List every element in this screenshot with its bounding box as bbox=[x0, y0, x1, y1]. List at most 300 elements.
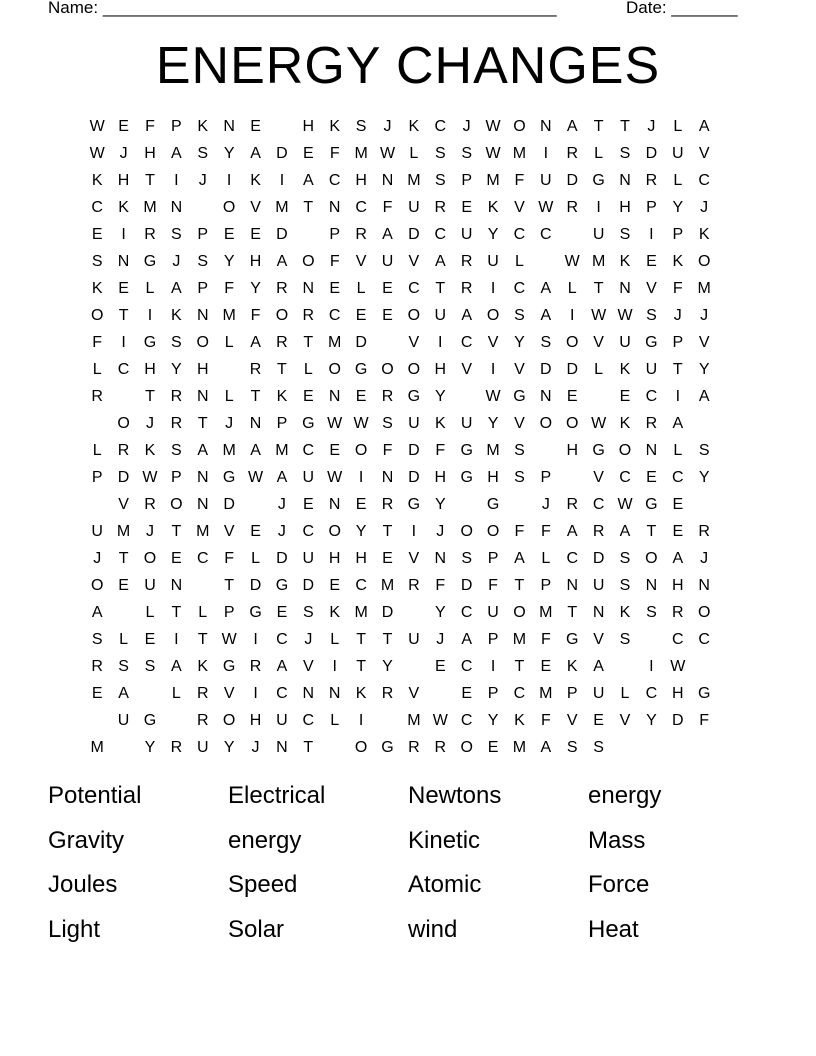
grid-letter: E bbox=[355, 388, 367, 405]
grid-letter: I bbox=[649, 658, 654, 675]
grid-letter: N bbox=[328, 199, 341, 216]
grid-letter: A bbox=[171, 145, 182, 162]
grid-letter: U bbox=[487, 253, 499, 270]
grid-letter: K bbox=[514, 712, 525, 729]
grid-letter: P bbox=[171, 469, 182, 486]
grid-letter: E bbox=[223, 226, 235, 243]
grid-letter: A bbox=[276, 469, 288, 486]
grid-letter: E bbox=[329, 442, 341, 459]
grid-letter: L bbox=[92, 442, 102, 459]
grid-letter: C bbox=[460, 604, 473, 621]
grid-letter: F bbox=[514, 523, 525, 540]
grid-letter: W bbox=[142, 469, 158, 486]
grid-letter: D bbox=[249, 577, 262, 594]
word-list-item: Potential bbox=[48, 782, 142, 809]
grid-letter bbox=[110, 383, 136, 410]
grid-letter: A bbox=[461, 307, 472, 324]
grid-letter: R bbox=[144, 496, 156, 513]
grid-letter bbox=[84, 707, 110, 734]
grid-letter: V bbox=[408, 550, 420, 567]
grid-letter: D bbox=[408, 442, 420, 459]
grid-letter: E bbox=[646, 469, 657, 486]
grid-letter bbox=[295, 221, 321, 248]
grid-letter: I bbox=[147, 307, 153, 324]
word-list bbox=[48, 776, 768, 954]
grid-letter: I bbox=[358, 712, 364, 729]
grid-letter: H bbox=[355, 550, 367, 567]
grid-letter: U bbox=[645, 361, 658, 378]
grid-letter: O bbox=[90, 577, 104, 594]
grid-letter: W bbox=[485, 118, 501, 135]
grid-letter: N bbox=[645, 442, 658, 459]
grid-letter: S bbox=[197, 145, 209, 162]
grid-letter: H bbox=[487, 469, 499, 486]
grid-letter: N bbox=[328, 685, 341, 702]
grid-letter: F bbox=[699, 712, 710, 729]
grid-letter: S bbox=[593, 739, 604, 756]
grid-letter: M bbox=[143, 199, 157, 216]
grid-letter: M bbox=[354, 604, 368, 621]
grid-letter: M bbox=[222, 307, 236, 324]
grid-letter bbox=[84, 491, 110, 518]
grid-letter: O bbox=[328, 361, 341, 378]
grid-letter: V bbox=[593, 334, 604, 351]
grid-letter: O bbox=[513, 604, 526, 621]
grid-letter: A bbox=[566, 523, 578, 540]
grid-letter: J bbox=[277, 523, 286, 540]
grid-row bbox=[84, 275, 717, 302]
grid-letter: F bbox=[145, 118, 155, 135]
grid-letter: R bbox=[144, 226, 156, 243]
grid-letter: A bbox=[540, 307, 552, 324]
grid-letter: M bbox=[380, 577, 395, 594]
grid-letter: Y bbox=[382, 658, 393, 675]
grid-letter: R bbox=[91, 388, 103, 405]
grid-letter: R bbox=[170, 739, 183, 756]
grid-letter: P bbox=[329, 226, 341, 243]
grid-letter: O bbox=[645, 550, 658, 567]
word-list-item: Electrical bbox=[228, 782, 326, 809]
grid-letter: C bbox=[566, 550, 578, 567]
grid-letter: N bbox=[196, 388, 209, 405]
grid-letter: F bbox=[672, 280, 683, 297]
grid-letter: W bbox=[89, 118, 105, 135]
grid-letter: Y bbox=[646, 712, 657, 729]
grid-letter: N bbox=[540, 388, 552, 405]
grid-letter: W bbox=[379, 145, 396, 162]
grid-letter: S bbox=[434, 172, 446, 189]
grid-letter: E bbox=[118, 577, 129, 594]
grid-row bbox=[84, 518, 717, 545]
grid-letter: N bbox=[196, 469, 209, 486]
grid-letter: R bbox=[566, 145, 578, 162]
grid-letter: V bbox=[514, 199, 525, 216]
grid-letter bbox=[374, 707, 400, 734]
grid-letter: S bbox=[698, 442, 710, 459]
grid-letter: N bbox=[170, 577, 183, 594]
grid-letter: D bbox=[460, 577, 473, 594]
page-title: ENERGY CHANGES bbox=[155, 37, 661, 95]
grid-letter: R bbox=[276, 334, 288, 351]
grid-letter: J bbox=[119, 145, 128, 162]
grid-letter: A bbox=[171, 280, 182, 297]
grid-letter: K bbox=[672, 253, 684, 270]
grid-row bbox=[84, 140, 717, 167]
grid-letter: O bbox=[328, 523, 341, 540]
grid-letter: O bbox=[302, 253, 315, 270]
grid-letter: V bbox=[593, 631, 604, 648]
grid-letter: E bbox=[672, 496, 684, 513]
grid-letter bbox=[374, 329, 400, 356]
grid-letter: M bbox=[222, 442, 236, 459]
grid-letter: I bbox=[675, 388, 681, 405]
grid-letter: U bbox=[434, 307, 447, 324]
grid-letter: T bbox=[171, 523, 182, 540]
grid-letter: W bbox=[432, 712, 448, 729]
grid-letter: G bbox=[645, 496, 658, 513]
grid-letter: K bbox=[698, 226, 710, 243]
grid-letter: W bbox=[670, 658, 686, 675]
grid-letter: L bbox=[594, 145, 604, 162]
grid-letter: U bbox=[487, 604, 499, 621]
grid-letter: O bbox=[460, 739, 473, 756]
grid-letter: F bbox=[435, 442, 446, 459]
grid-letter: T bbox=[250, 388, 261, 405]
grid-letter: D bbox=[408, 469, 420, 486]
grid-letter: Y bbox=[250, 280, 261, 297]
grid-letter: O bbox=[407, 307, 421, 324]
grid-letter: R bbox=[460, 280, 473, 297]
grid-row bbox=[84, 437, 717, 464]
grid-letter: U bbox=[117, 712, 130, 729]
grid-letter: R bbox=[434, 739, 447, 756]
grid-letter: L bbox=[145, 604, 155, 621]
grid-letter: E bbox=[118, 280, 129, 297]
grid-letter: U bbox=[460, 226, 473, 243]
grid-letter: G bbox=[513, 388, 526, 405]
grid-letter: R bbox=[170, 415, 183, 432]
grid-letter: C bbox=[434, 118, 447, 135]
grid-letter: V bbox=[566, 712, 578, 729]
grid-letter: U bbox=[408, 199, 420, 216]
grid-letter: E bbox=[593, 712, 604, 729]
grid-letter: U bbox=[276, 712, 288, 729]
grid-letter: K bbox=[619, 415, 631, 432]
grid-letter: C bbox=[645, 388, 658, 405]
grid-letter: D bbox=[566, 361, 578, 378]
grid-letter: G bbox=[302, 415, 315, 432]
grid-letter: J bbox=[145, 523, 154, 540]
grid-letter: H bbox=[434, 361, 447, 378]
grid-letter: A bbox=[540, 739, 552, 756]
grid-letter: A bbox=[250, 442, 261, 459]
grid-letter bbox=[506, 491, 532, 518]
grid-letter: V bbox=[487, 334, 499, 351]
grid-letter: E bbox=[355, 496, 367, 513]
grid-letter: O bbox=[170, 496, 183, 513]
grid-letter: E bbox=[461, 199, 472, 216]
grid-letter: Y bbox=[355, 523, 367, 540]
grid-letter: L bbox=[620, 685, 630, 702]
name-blank: ________________________________________________ bbox=[102, 0, 557, 17]
grid-letter: P bbox=[566, 685, 578, 702]
grid-letter: C bbox=[645, 685, 658, 702]
grid-letter: D bbox=[223, 496, 235, 513]
grid-letter bbox=[453, 491, 479, 518]
grid-letter: K bbox=[408, 118, 420, 135]
grid-letter: U bbox=[672, 145, 684, 162]
grid-letter: R bbox=[434, 199, 447, 216]
grid-letter: L bbox=[409, 145, 419, 162]
grid-row bbox=[84, 707, 717, 734]
grid-letter: N bbox=[249, 415, 262, 432]
grid-letter: J bbox=[225, 415, 234, 432]
grid-letter: U bbox=[592, 685, 605, 702]
grid-letter: O bbox=[407, 361, 421, 378]
grid-letter: S bbox=[355, 118, 367, 135]
grid-letter: J bbox=[198, 172, 207, 189]
grid-letter: H bbox=[249, 253, 262, 270]
grid-letter: P bbox=[461, 172, 472, 189]
grid-letter: K bbox=[355, 685, 367, 702]
grid-letter: I bbox=[226, 172, 232, 189]
grid-letter: U bbox=[592, 577, 605, 594]
grid-letter: R bbox=[302, 307, 315, 324]
grid-letter bbox=[533, 248, 559, 275]
grid-letter: A bbox=[302, 172, 314, 189]
grid-letter: L bbox=[330, 631, 340, 648]
grid-letter: Y bbox=[434, 388, 446, 405]
grid-letter: E bbox=[250, 523, 261, 540]
grid-letter: V bbox=[118, 496, 129, 513]
grid-letter: N bbox=[645, 577, 658, 594]
grid-row bbox=[84, 356, 717, 383]
grid-letter: J bbox=[541, 496, 550, 513]
grid-letter: K bbox=[434, 415, 446, 432]
date-label: Date: bbox=[626, 0, 667, 17]
grid-letter: A bbox=[566, 118, 578, 135]
grid-row bbox=[84, 113, 717, 140]
grid-letter: Y bbox=[514, 334, 525, 351]
grid-letter: C bbox=[117, 361, 130, 378]
grid-letter: P bbox=[223, 604, 235, 621]
grid-letter: S bbox=[461, 550, 472, 567]
grid-letter: S bbox=[197, 253, 209, 270]
grid-letter: W bbox=[327, 415, 343, 432]
grid-letter: K bbox=[250, 172, 261, 189]
grid-letter: K bbox=[197, 658, 209, 675]
grid-letter: Y bbox=[223, 145, 235, 162]
grid-letter: R bbox=[117, 442, 130, 459]
grid-letter: E bbox=[250, 226, 261, 243]
grid-row bbox=[84, 383, 717, 410]
grid-letter: V bbox=[619, 712, 631, 729]
grid-letter: E bbox=[434, 658, 446, 675]
grid-letter: R bbox=[645, 172, 658, 189]
grid-letter: C bbox=[460, 658, 473, 675]
grid-letter: G bbox=[460, 469, 473, 486]
grid-letter: J bbox=[673, 307, 682, 324]
grid-letter: Y bbox=[698, 361, 710, 378]
grid-letter: S bbox=[566, 739, 578, 756]
grid-letter: E bbox=[118, 118, 129, 135]
grid-letter: P bbox=[540, 469, 552, 486]
grid-letter: N bbox=[276, 739, 288, 756]
grid-letter: L bbox=[145, 280, 155, 297]
grid-letter: K bbox=[276, 388, 288, 405]
grid-letter: W bbox=[327, 469, 343, 486]
grid-letter: M bbox=[591, 253, 606, 270]
grid-letter: M bbox=[275, 199, 289, 216]
grid-letter: W bbox=[591, 415, 607, 432]
grid-letter: G bbox=[486, 496, 500, 513]
grid-letter: R bbox=[170, 388, 183, 405]
grid-letter: V bbox=[514, 361, 525, 378]
grid-letter: U bbox=[91, 523, 103, 540]
grid-letter: N bbox=[566, 577, 578, 594]
grid-letter: M bbox=[512, 631, 527, 648]
grid-letter: Y bbox=[144, 739, 156, 756]
word-search-grid bbox=[84, 113, 717, 761]
grid-letter: L bbox=[224, 334, 234, 351]
grid-letter: U bbox=[592, 226, 605, 243]
grid-letter: P bbox=[171, 118, 182, 135]
grid-letter: N bbox=[381, 172, 394, 189]
grid-letter: S bbox=[144, 658, 156, 675]
grid-letter: D bbox=[566, 172, 578, 189]
grid-letter: I bbox=[253, 685, 258, 702]
grid-letter: D bbox=[672, 712, 684, 729]
grid-letter: J bbox=[277, 496, 286, 513]
grid-letter: C bbox=[619, 469, 631, 486]
grid-letter: V bbox=[223, 523, 235, 540]
grid-letter: N bbox=[302, 685, 315, 702]
grid-letter: T bbox=[593, 118, 604, 135]
grid-letter: S bbox=[619, 145, 631, 162]
grid-letter: E bbox=[382, 550, 393, 567]
grid-letter: O bbox=[196, 334, 209, 351]
grid-letter: E bbox=[672, 523, 684, 540]
grid-letter: C bbox=[434, 226, 447, 243]
grid-letter: J bbox=[700, 550, 709, 567]
grid-letter bbox=[559, 221, 585, 248]
grid-letter: D bbox=[408, 226, 420, 243]
grid-letter: L bbox=[673, 442, 683, 459]
grid-letter: C bbox=[302, 442, 315, 459]
grid-letter: E bbox=[250, 118, 261, 135]
grid-letter: S bbox=[619, 226, 631, 243]
grid-letter: L bbox=[567, 280, 577, 297]
grid-letter: N bbox=[170, 199, 183, 216]
grid-letter: M bbox=[512, 739, 527, 756]
grid-letter: S bbox=[171, 226, 182, 243]
grid-letter: I bbox=[438, 334, 443, 351]
grid-letter: C bbox=[328, 307, 341, 324]
grid-letter: P bbox=[91, 469, 103, 486]
grid-letter bbox=[612, 734, 638, 761]
grid-row bbox=[84, 545, 717, 572]
grid-letter: T bbox=[303, 199, 314, 216]
name-field[interactable] bbox=[48, 0, 557, 19]
grid-letter: H bbox=[117, 172, 130, 189]
grid-letter: E bbox=[619, 388, 631, 405]
grid-letter: O bbox=[566, 334, 579, 351]
grid-letter: A bbox=[382, 226, 393, 243]
word-list-item: Light bbox=[48, 915, 101, 943]
grid-letter: O bbox=[143, 550, 157, 567]
grid-letter: U bbox=[619, 334, 631, 351]
grid-letter: K bbox=[566, 658, 578, 675]
grid-letter: L bbox=[594, 361, 604, 378]
grid-letter: A bbox=[118, 685, 129, 702]
grid-letter: T bbox=[303, 334, 314, 351]
grid-letter: E bbox=[144, 631, 156, 648]
grid-letter: C bbox=[513, 226, 526, 243]
grid-letter: D bbox=[381, 604, 394, 621]
grid-letter: J bbox=[172, 253, 181, 270]
grid-letter: S bbox=[619, 631, 631, 648]
grid-letter bbox=[585, 383, 611, 410]
grid-letter: I bbox=[121, 226, 126, 243]
word-list-item: Heat bbox=[588, 915, 639, 943]
grid-letter: P bbox=[487, 550, 499, 567]
grid-letter: O bbox=[486, 523, 500, 540]
grid-letter: N bbox=[328, 496, 341, 513]
grid-letter: R bbox=[249, 361, 262, 378]
grid-letter: Y bbox=[698, 469, 710, 486]
grid-letter: N bbox=[381, 469, 394, 486]
grid-letter: M bbox=[328, 334, 342, 351]
grid-letter: G bbox=[354, 361, 368, 378]
grid-letter: V bbox=[355, 253, 367, 270]
grid-letter: C bbox=[302, 712, 315, 729]
grid-letter bbox=[322, 734, 348, 761]
grid-letter: S bbox=[514, 307, 525, 324]
grid-letter: D bbox=[276, 145, 288, 162]
grid-letter: T bbox=[567, 604, 578, 621]
grid-letter: L bbox=[171, 685, 181, 702]
grid-letter: C bbox=[698, 172, 710, 189]
date-field[interactable] bbox=[626, 0, 738, 19]
grid-letter: Y bbox=[171, 361, 182, 378]
grid-letter: S bbox=[619, 550, 631, 567]
grid-letter: D bbox=[592, 550, 605, 567]
grid-letter: R bbox=[698, 523, 710, 540]
grid-row bbox=[84, 302, 717, 329]
grid-letter: M bbox=[354, 145, 368, 162]
grid-letter: C bbox=[355, 577, 367, 594]
word-list-item: wind bbox=[408, 915, 458, 943]
grid-letter bbox=[401, 653, 427, 680]
grid-letter bbox=[110, 599, 136, 626]
grid-letter: M bbox=[697, 280, 711, 297]
grid-letter: R bbox=[672, 604, 684, 621]
grid-letter bbox=[401, 599, 427, 626]
grid-letter: N bbox=[434, 550, 447, 567]
grid-letter: H bbox=[434, 469, 447, 486]
grid-letter: T bbox=[672, 361, 683, 378]
grid-letter: I bbox=[570, 307, 575, 324]
grid-row bbox=[84, 248, 717, 275]
grid-letter: G bbox=[143, 253, 157, 270]
grid-letter: U bbox=[144, 577, 156, 594]
grid-letter: G bbox=[222, 658, 236, 675]
grid-letter: T bbox=[277, 361, 287, 378]
grid-letter: O bbox=[90, 307, 104, 324]
grid-letter: G bbox=[249, 604, 262, 621]
word-list-item: energy bbox=[588, 782, 662, 809]
grid-letter: C bbox=[460, 334, 473, 351]
